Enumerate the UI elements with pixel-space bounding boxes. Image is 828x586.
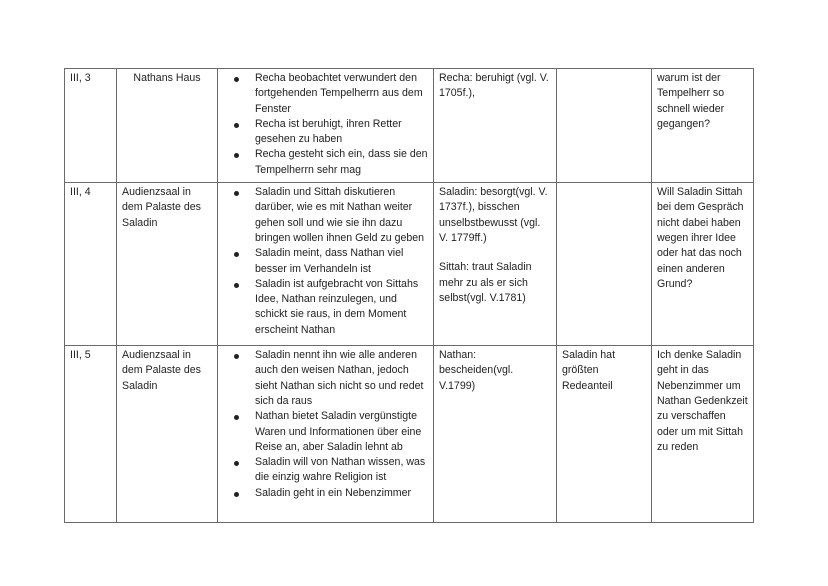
place-cell: Nathans Haus — [117, 69, 218, 183]
power-cell — [557, 69, 652, 183]
scene-number-cell: III, 3 — [65, 69, 117, 183]
event-list — [223, 185, 428, 338]
scene-analysis-table — [64, 68, 754, 523]
mood-cell — [434, 69, 557, 183]
place-cell: Audienzsaal in dem Palaste des Saladin — [117, 346, 218, 523]
mood-note: Sittah: traut Saladin mehr zu als er sich selbst(vgl. V.1781) — [439, 261, 532, 304]
mood-cell — [434, 183, 557, 346]
event-item: Recha beobachtet verwundert den fortgehenden Tempelherrn aus dem Fenster — [223, 71, 428, 117]
event-item: Saladin ist aufgebracht von Sittahs Idee, Nathan reinzulegen, und schickt sie raus, in dem Moment erscheint Nathan — [223, 277, 428, 338]
event-list — [223, 71, 428, 178]
power-cell — [557, 183, 652, 346]
table-row — [65, 346, 754, 523]
question-cell: Will Saladin Sittah bei dem Gespräch nicht dabei haben wegen ihrer Idee oder hat das noch einen anderen Grund? — [652, 183, 754, 346]
event-item: Saladin will von Nathan wissen, was die einzig wahre Religion ist — [223, 455, 428, 486]
events-cell — [218, 69, 434, 183]
table-row — [65, 69, 754, 183]
event-item: Recha ist beruhigt, ihren Retter gesehen zu haben — [223, 117, 428, 148]
table-row — [65, 183, 754, 346]
mood-note: Recha: beruhigt (vgl. V. 1705f.), — [439, 72, 549, 100]
power-cell: Saladin hat größten Redeanteil — [557, 346, 652, 523]
event-item: Saladin nennt ihn wie alle anderen auch den weisen Nathan, jedoch sieht Nathan sich nicht so und redet sich da raus — [223, 348, 428, 409]
mood-note: Saladin: besorgt(vgl. V. 1737f.), bisschen unselbstbewusst (vgl. V. 1779ff.) — [439, 186, 548, 244]
event-list — [223, 348, 428, 501]
question-cell: warum ist der Tempelherr so schnell wieder gegangen? — [652, 69, 754, 183]
event-item: Saladin meint, dass Nathan viel besser im Verhandeln ist — [223, 246, 428, 277]
events-cell — [218, 183, 434, 346]
events-cell — [218, 346, 434, 523]
event-item: Recha gesteht sich ein, dass sie den Tempelherrn sehr mag — [223, 147, 428, 178]
question-cell: Ich denke Saladin geht in das Nebenzimmer um Nathan Gedenkzeit zu verschaffen oder um mit Sittah zu reden — [652, 346, 754, 523]
mood-note: Nathan: bescheiden(vgl. V.1799) — [439, 349, 514, 392]
mood-cell — [434, 346, 557, 523]
place-cell: Audienzsaal in dem Palaste des Saladin — [117, 183, 218, 346]
event-item: Saladin und Sittah diskutieren darüber, wie es mit Nathan weiter gehen soll und wie sie ihn dazu bringen wollen ihnen Geld zu geben — [223, 185, 428, 246]
event-item: Saladin geht in ein Nebenzimmer — [223, 486, 428, 501]
scene-number-cell: III, 4 — [65, 183, 117, 346]
scene-number-cell: III, 5 — [65, 346, 117, 523]
event-item: Nathan bietet Saladin vergünstigte Waren und Informationen über eine Reise an, aber Saladin lehnt ab — [223, 409, 428, 455]
